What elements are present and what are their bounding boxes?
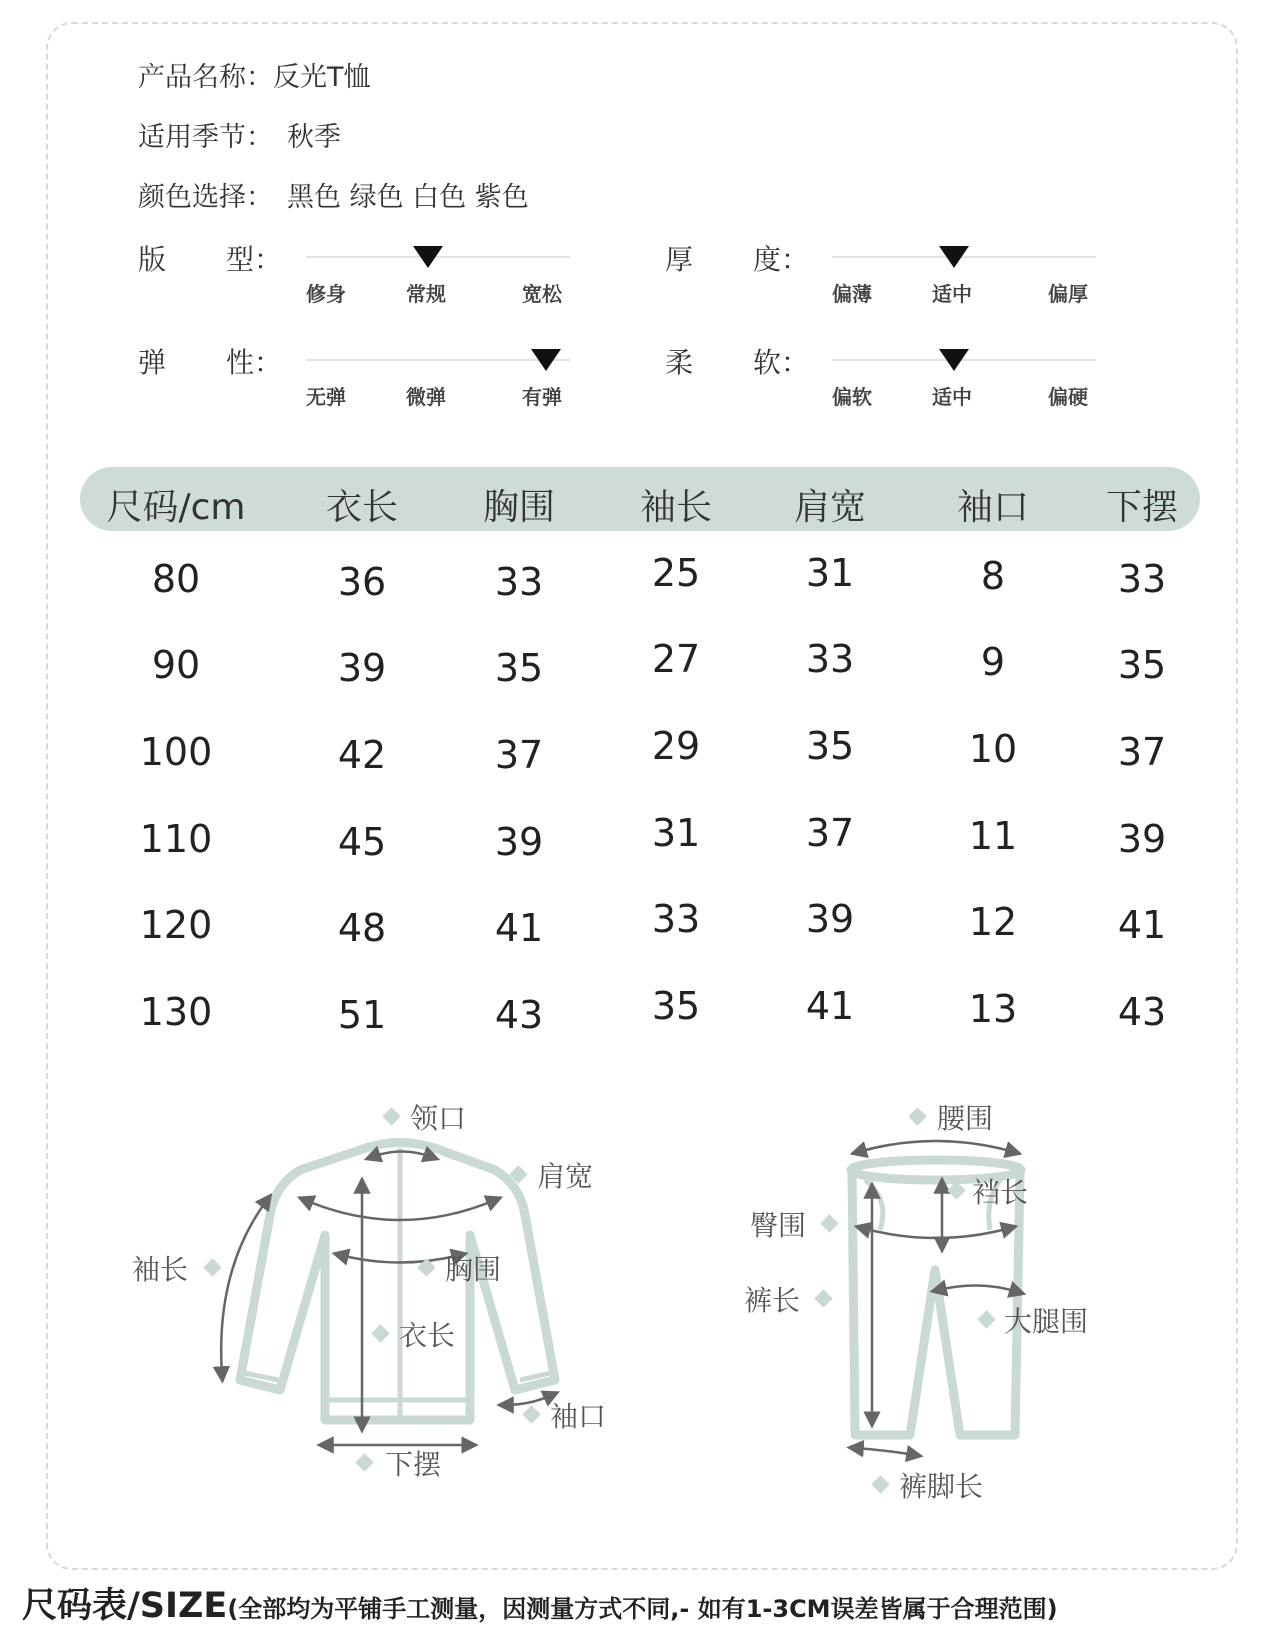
footer-caption — [22, 1578, 1058, 1628]
scale-pointer-icon — [939, 246, 969, 268]
scale-tick: 适中 — [932, 282, 972, 306]
label-pants-length: 裤长 — [744, 1284, 801, 1317]
footer-title: 尺码表/SIZE — [22, 1586, 228, 1626]
table-cell: 11 — [968, 814, 1018, 858]
table-cell: 35 — [494, 646, 544, 690]
table-cell: 90 — [151, 643, 201, 687]
table-cell: 33 — [805, 637, 855, 681]
scale-tick: 修身 — [306, 282, 346, 306]
label-neckline: 领口 — [410, 1102, 467, 1135]
table-header-cell: 下摆 — [1105, 487, 1179, 528]
table-cell: 35 — [651, 984, 701, 1028]
table-cell: 51 — [337, 993, 387, 1037]
scale-label-char: 度： — [753, 243, 810, 276]
table-cell: 35 — [1117, 643, 1167, 687]
table-cell: 13 — [968, 987, 1018, 1031]
scale-tick: 偏硬 — [1048, 385, 1088, 409]
table-cell: 100 — [139, 730, 213, 774]
table-cell: 39 — [805, 897, 855, 941]
table-header-cell: 胸围 — [482, 487, 556, 528]
label-shoulder: 肩宽 — [537, 1160, 594, 1193]
scale-pointer-icon — [531, 349, 561, 371]
table-cell: 31 — [651, 811, 701, 855]
table-cell: 31 — [805, 551, 855, 595]
color-row — [138, 175, 529, 214]
table-cell: 8 — [980, 554, 1006, 598]
table-header-cell: 肩宽 — [793, 487, 867, 528]
table-cell: 36 — [337, 560, 387, 604]
scale-label-char: 软： — [753, 346, 810, 379]
scale-tick: 常规 — [406, 282, 446, 306]
table-cell: 45 — [337, 820, 387, 864]
table-cell: 10 — [968, 727, 1018, 771]
scale-label-char: 弹 — [138, 346, 167, 379]
table-header-cell: 袖口 — [956, 487, 1030, 528]
table-cell: 33 — [651, 897, 701, 941]
table-cell: 80 — [151, 557, 201, 601]
table-cell: 12 — [968, 900, 1018, 944]
table-header-cell: 袖长 — [639, 487, 713, 528]
product-name-row — [138, 55, 371, 94]
table-cell: 29 — [651, 724, 701, 768]
scale-tick: 无弹 — [306, 385, 346, 409]
scale-label-char: 性： — [226, 346, 283, 379]
label-cuff: 袖口 — [550, 1400, 607, 1433]
table-cell: 41 — [805, 984, 855, 1028]
color-value: 黑色 绿色 白色 紫色 — [287, 182, 529, 213]
product-name-label: 产品名称： — [138, 62, 273, 93]
table-cell: 120 — [139, 903, 213, 947]
scale-label-char: 版 — [138, 243, 167, 276]
color-label: 颜色选择： — [138, 182, 273, 213]
label-chest: 胸围 — [445, 1253, 502, 1286]
table-cell: 27 — [651, 637, 701, 681]
table-cell: 110 — [139, 817, 213, 861]
table-cell: 39 — [494, 820, 544, 864]
table-cell: 37 — [805, 811, 855, 855]
season-row — [138, 115, 341, 154]
table-cell: 33 — [1117, 557, 1167, 601]
scale-tick: 有弹 — [522, 385, 562, 409]
table-cell: 25 — [651, 551, 701, 595]
table-cell: 41 — [1117, 903, 1167, 947]
label-hip: 臀围 — [750, 1209, 807, 1242]
scale-tick: 偏软 — [832, 385, 872, 409]
label-length: 衣长 — [399, 1319, 456, 1352]
label-leg-opening: 裤脚长 — [899, 1470, 984, 1503]
table-cell: 43 — [1117, 990, 1167, 1034]
table-cell: 39 — [1117, 817, 1167, 861]
table-header-cell: 衣长 — [325, 487, 399, 528]
scale-pointer-icon — [939, 349, 969, 371]
table-cell: 37 — [1117, 730, 1167, 774]
table-cell: 41 — [494, 906, 544, 950]
scale-tick: 偏薄 — [832, 282, 872, 306]
table-cell: 39 — [337, 646, 387, 690]
table-cell: 9 — [980, 640, 1006, 684]
table-cell: 130 — [139, 990, 213, 1034]
scale-pointer-icon — [413, 246, 443, 268]
table-cell: 48 — [337, 906, 387, 950]
table-cell: 35 — [805, 724, 855, 768]
label-hem: 下摆 — [385, 1448, 442, 1481]
scale-tick: 偏厚 — [1048, 282, 1088, 306]
table-cell: 43 — [494, 993, 544, 1037]
scale-label-char: 厚 — [665, 243, 694, 276]
scale-tick: 宽松 — [522, 282, 562, 306]
season-label: 适用季节： — [138, 122, 273, 153]
scale-label-char: 型： — [226, 243, 283, 276]
scale-tick: 微弹 — [406, 385, 446, 409]
table-cell: 33 — [494, 560, 544, 604]
season-value: 秋季 — [287, 122, 341, 153]
label-sleeve: 袖长 — [132, 1253, 189, 1286]
label-thigh: 大腿围 — [1004, 1305, 1089, 1338]
product-name-value: 反光T恤 — [273, 62, 371, 93]
label-waist: 腰围 — [937, 1102, 994, 1135]
table-cell: 37 — [494, 733, 544, 777]
table-header-cell: 尺码/cm — [106, 487, 246, 528]
footer-note: (全部均为平铺手工测量，因测量方式不同,- 如有1-3CM误差皆属于合理范围) — [227, 1595, 1058, 1623]
scale-label-char: 柔 — [665, 346, 694, 379]
scale-tick: 适中 — [932, 385, 972, 409]
label-rise: 裆长 — [972, 1176, 1029, 1209]
table-cell: 42 — [337, 733, 387, 777]
